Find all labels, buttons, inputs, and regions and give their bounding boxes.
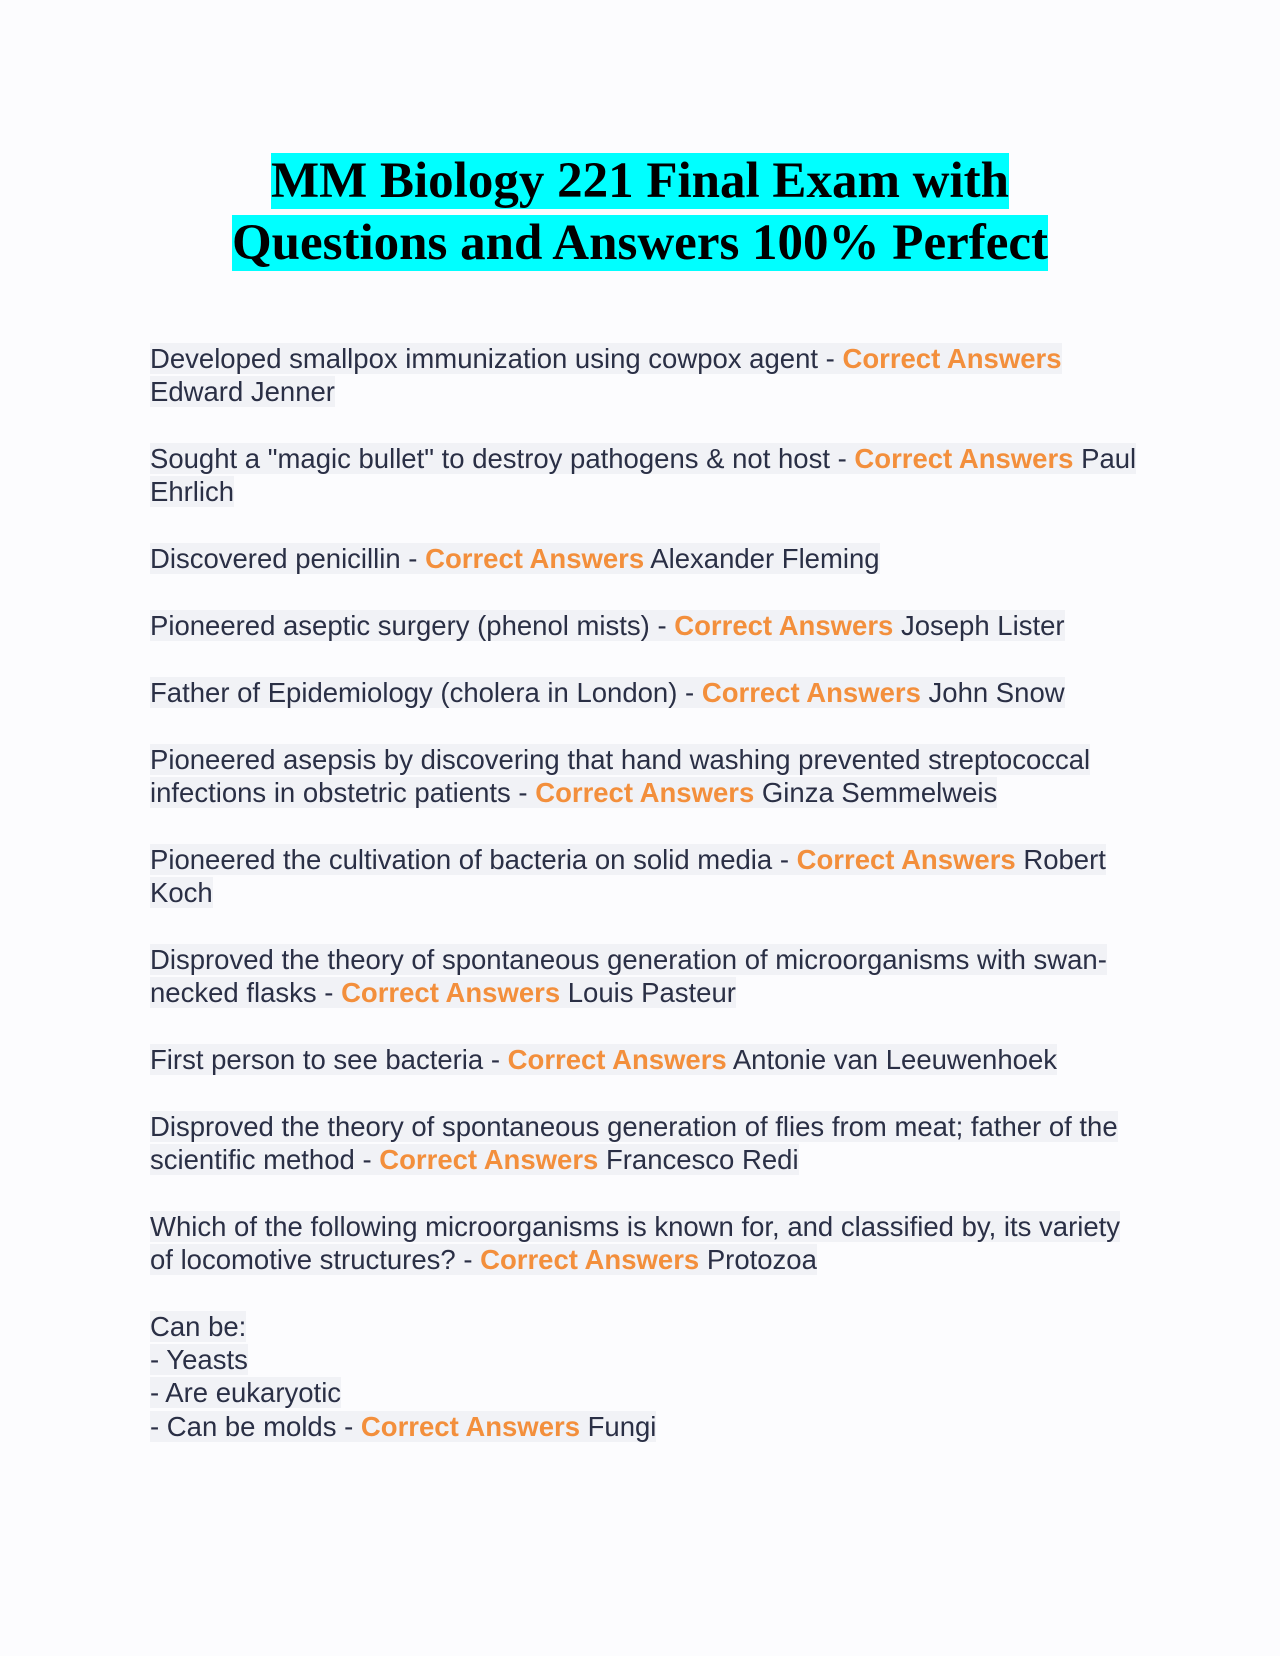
question-text: Pioneered the cultivation of bacteria on solid media - [150, 843, 797, 875]
qa-item [150, 743, 1150, 810]
question-text: Discovered penicillin - [150, 543, 426, 575]
correct-answers-label: Correct Answers [360, 1410, 580, 1442]
qa-list [150, 342, 1150, 1477]
question-line: - Yeasts [150, 1344, 248, 1376]
answer-text: Francesco Redi [598, 1143, 799, 1175]
answer-text: Protozoa [699, 1244, 817, 1276]
correct-answers-label: Correct Answers [341, 977, 561, 1009]
correct-answers-label: Correct Answers [379, 1143, 599, 1175]
correct-answers-label: Correct Answers [507, 1043, 727, 1075]
question-text: First person to see bacteria - [150, 1043, 508, 1075]
qa-item [150, 442, 1150, 509]
question-line: - Are eukaryotic [150, 1377, 342, 1409]
title-line-1: MM Biology 221 Final Exam with [270, 153, 1010, 209]
qa-item [150, 943, 1150, 1010]
qa-item [150, 1210, 1150, 1277]
qa-item [150, 1043, 1150, 1076]
question-text: Father of Epidemiology (cholera in London) - [150, 676, 702, 708]
question-text: Which of the following microorganisms is known for, and classified by, its variety of locomotive structures? - [150, 1210, 1121, 1276]
qa-item [150, 542, 1150, 575]
correct-answers-label: Correct Answers [854, 443, 1074, 475]
qa-item [150, 342, 1150, 409]
answer-text: Paul Ehrlich [150, 443, 1137, 508]
correct-answers-label: Correct Answers [480, 1244, 700, 1276]
question-line: - Can be molds - [150, 1410, 361, 1442]
correct-answers-label: Correct Answers [796, 843, 1016, 875]
question-text: Pioneered asepsis by discovering that hand washing prevented streptococcal infections in obstetric patients - [150, 743, 1091, 808]
qa-item [150, 1110, 1150, 1177]
answer-text: John Snow [920, 676, 1065, 708]
qa-item [150, 676, 1150, 709]
correct-answers-label: Correct Answers [701, 676, 921, 708]
question-text: Developed smallpox immunization using cowpox agent - [150, 343, 843, 374]
correct-answers-label: Correct Answers [535, 776, 755, 808]
answer-text: Alexander Fleming [644, 543, 880, 575]
correct-answers-label: Correct Answers [842, 343, 1062, 374]
question-line: Can be: [150, 1310, 247, 1342]
qa-item [150, 843, 1150, 910]
title-line-2: Questions and Answers 100% Perfect [232, 215, 1048, 271]
question-text: Pioneered aseptic surgery (phenol mists) - [150, 609, 675, 641]
answer-text: Fungi [579, 1410, 657, 1442]
correct-answers-label: Correct Answers [674, 609, 894, 641]
question-text: Sought a "magic bullet" to destroy pathogens & not host - [150, 443, 855, 475]
answer-text: Antonie van Leeuwenhoek [726, 1043, 1057, 1075]
qa-item-multiline [150, 1310, 1150, 1443]
answer-text: Joseph Lister [893, 609, 1065, 641]
answer-text: Louis Pasteur [560, 977, 736, 1009]
answer-text: Edward Jenner [150, 376, 335, 408]
qa-item [150, 609, 1150, 642]
answer-text: Ginza Semmelweis [754, 776, 998, 808]
correct-answers-label: Correct Answers [425, 543, 645, 575]
document-title [150, 150, 1130, 274]
question-text: Disproved the theory of spontaneous generation of flies from meat; father of the scientific method - [150, 1110, 1118, 1175]
answer-text: Robert Koch [150, 843, 1106, 908]
question-text: Disproved the theory of spontaneous generation of microorganisms with swan-necked flasks - [150, 943, 1107, 1009]
